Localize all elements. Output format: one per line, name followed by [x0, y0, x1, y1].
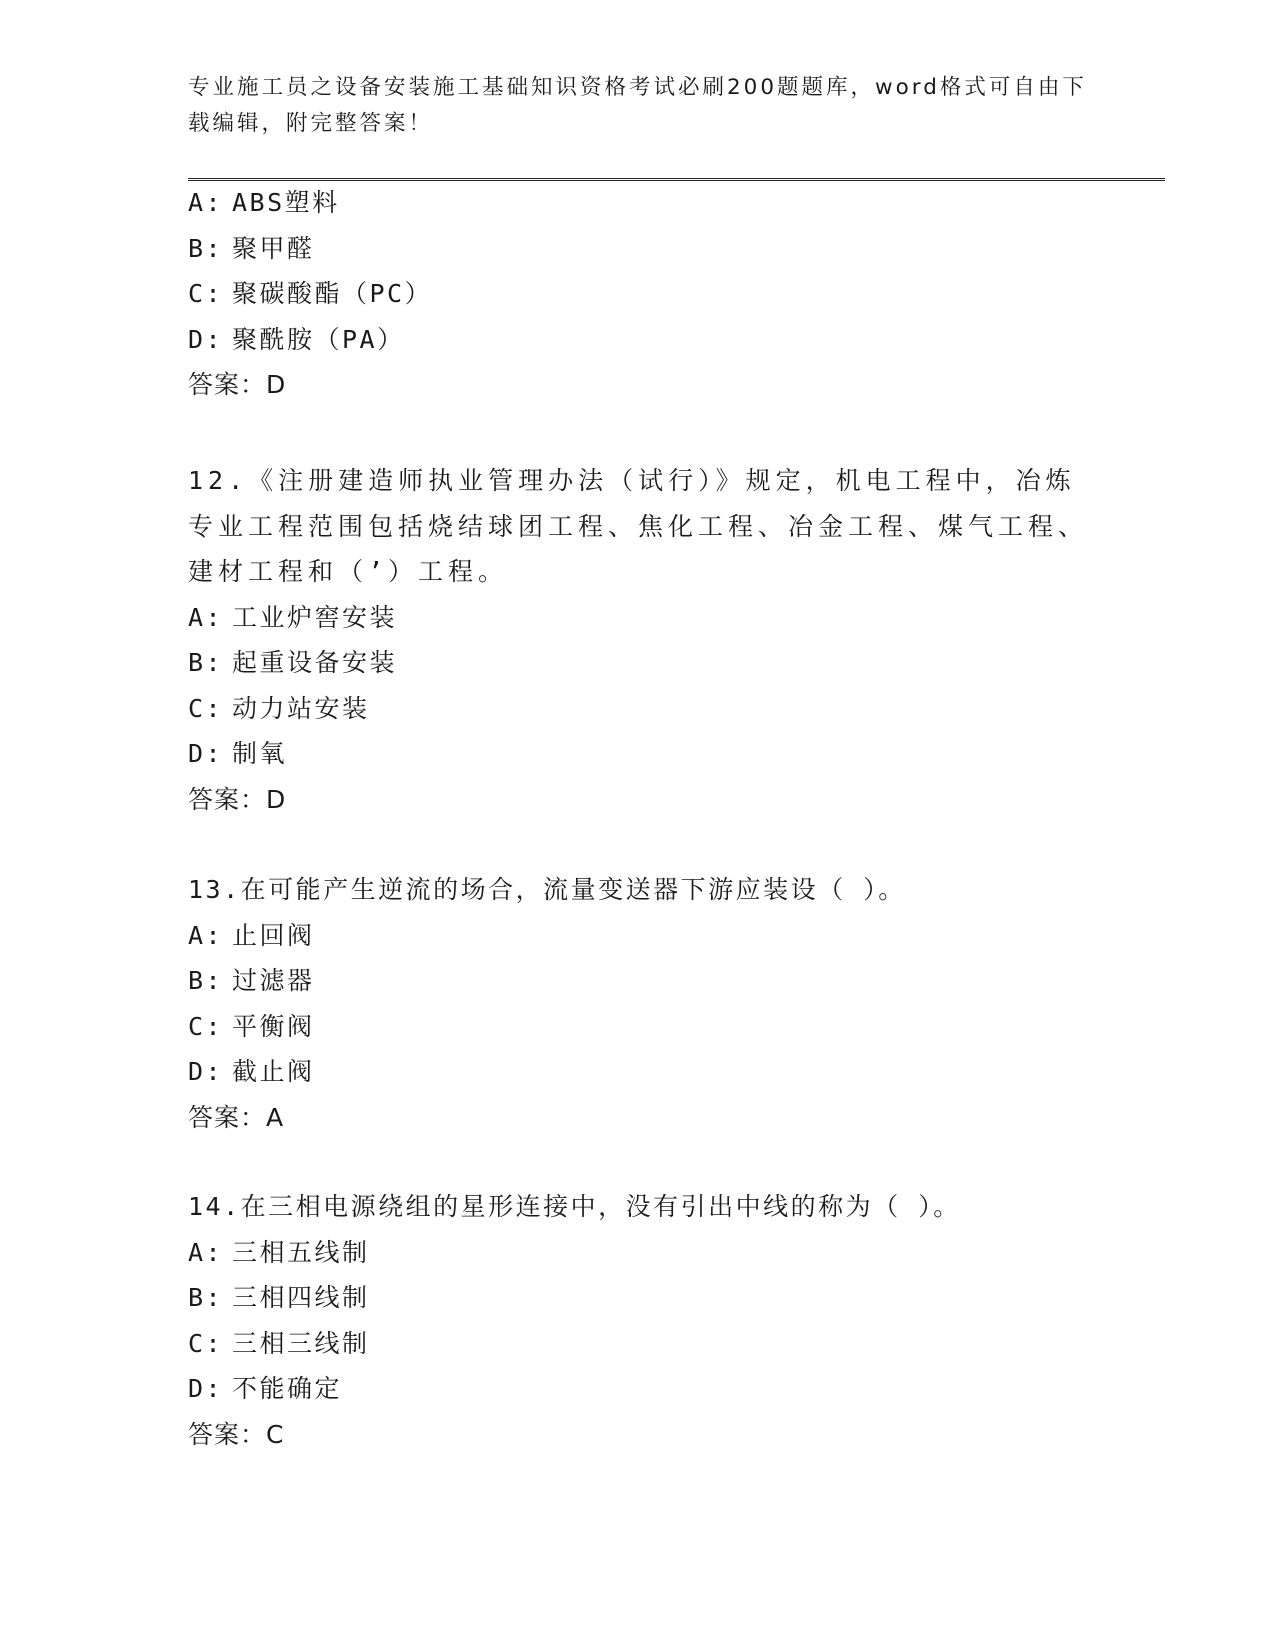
- option-c: [188, 1004, 1088, 1050]
- question-stem: 14.在三相电源绕组的星形连接中，没有引出中线的称为（ ）。: [188, 1192, 961, 1221]
- question-block-13: [188, 867, 1088, 1140]
- option-text: 三相三线制: [232, 1328, 370, 1358]
- option-label: D:: [188, 324, 224, 354]
- option-label: B:: [188, 648, 224, 677]
- option-label: A:: [188, 602, 224, 632]
- option-text: 三相五线制: [232, 1237, 370, 1267]
- option-d: [188, 1049, 1088, 1095]
- answer-line: 答案：D: [188, 370, 287, 399]
- option-c: [188, 686, 1088, 732]
- question-block-11: [188, 180, 1088, 408]
- answer-line: 答案：D: [188, 784, 287, 814]
- answer-line: 答案：A: [188, 1102, 285, 1132]
- option-a: [188, 595, 1088, 641]
- option-text: 聚甲醛: [232, 233, 315, 263]
- option-b: [188, 958, 1088, 1004]
- option-label: B:: [188, 966, 224, 995]
- option-d: [188, 731, 1088, 777]
- option-text: ABS塑料: [232, 188, 340, 217]
- option-text: 聚酰胺（PA）: [232, 324, 405, 354]
- option-label: B:: [188, 1283, 224, 1312]
- question-stem: 12.《注册建造师执业管理办法（试行）》规定，机电工程中，冶炼专业工程范围包括烧结球团工程、焦化工程、冶金工程、煤气工程、建材工程和（’）工程。: [188, 466, 1089, 586]
- document-header: 专业施工员之设备安装施工基础知识资格考试必刷200题题库，word格式可自由下载编辑，附完整答案！: [188, 75, 1087, 136]
- option-b: [188, 640, 1088, 686]
- option-c: [188, 1321, 1088, 1367]
- answer-line: 答案：C: [188, 1419, 285, 1449]
- option-label: D:: [188, 739, 224, 768]
- question-stem: 13.在可能产生逆流的场合，流量变送器下游应装设（ ）。: [188, 875, 906, 904]
- option-d: [188, 317, 1088, 363]
- option-text: 动力站安装: [232, 693, 370, 723]
- option-text: 过滤器: [232, 966, 315, 995]
- option-label: C:: [188, 279, 224, 308]
- option-text: 起重设备安装: [232, 648, 398, 677]
- option-a: [188, 1230, 1088, 1276]
- option-label: C:: [188, 693, 224, 723]
- option-c: [188, 271, 1088, 317]
- option-text: 三相四线制: [232, 1283, 370, 1312]
- option-text: 截止阀: [232, 1057, 315, 1086]
- option-a: [188, 913, 1088, 959]
- option-text: 聚碳酸酯（PC）: [232, 279, 433, 308]
- option-label: C:: [188, 1011, 224, 1041]
- option-label: A:: [188, 1237, 224, 1267]
- option-label: D:: [188, 1057, 224, 1086]
- question-block-12: [188, 458, 1088, 822]
- option-d: [188, 1366, 1088, 1412]
- option-b: [188, 1275, 1088, 1321]
- option-b: [188, 226, 1088, 272]
- option-label: C:: [188, 1328, 224, 1358]
- option-label: A:: [188, 188, 224, 217]
- option-text: 工业炉窖安装: [232, 602, 398, 632]
- option-label: A:: [188, 920, 224, 950]
- option-label: B:: [188, 233, 224, 263]
- option-text: 不能确定: [232, 1374, 343, 1403]
- option-text: 止回阀: [232, 920, 315, 950]
- option-text: 制氧: [232, 739, 288, 768]
- option-label: D:: [188, 1374, 224, 1403]
- question-block-14: [188, 1184, 1088, 1457]
- option-text: 平衡阀: [232, 1011, 315, 1041]
- option-a: [188, 180, 1088, 226]
